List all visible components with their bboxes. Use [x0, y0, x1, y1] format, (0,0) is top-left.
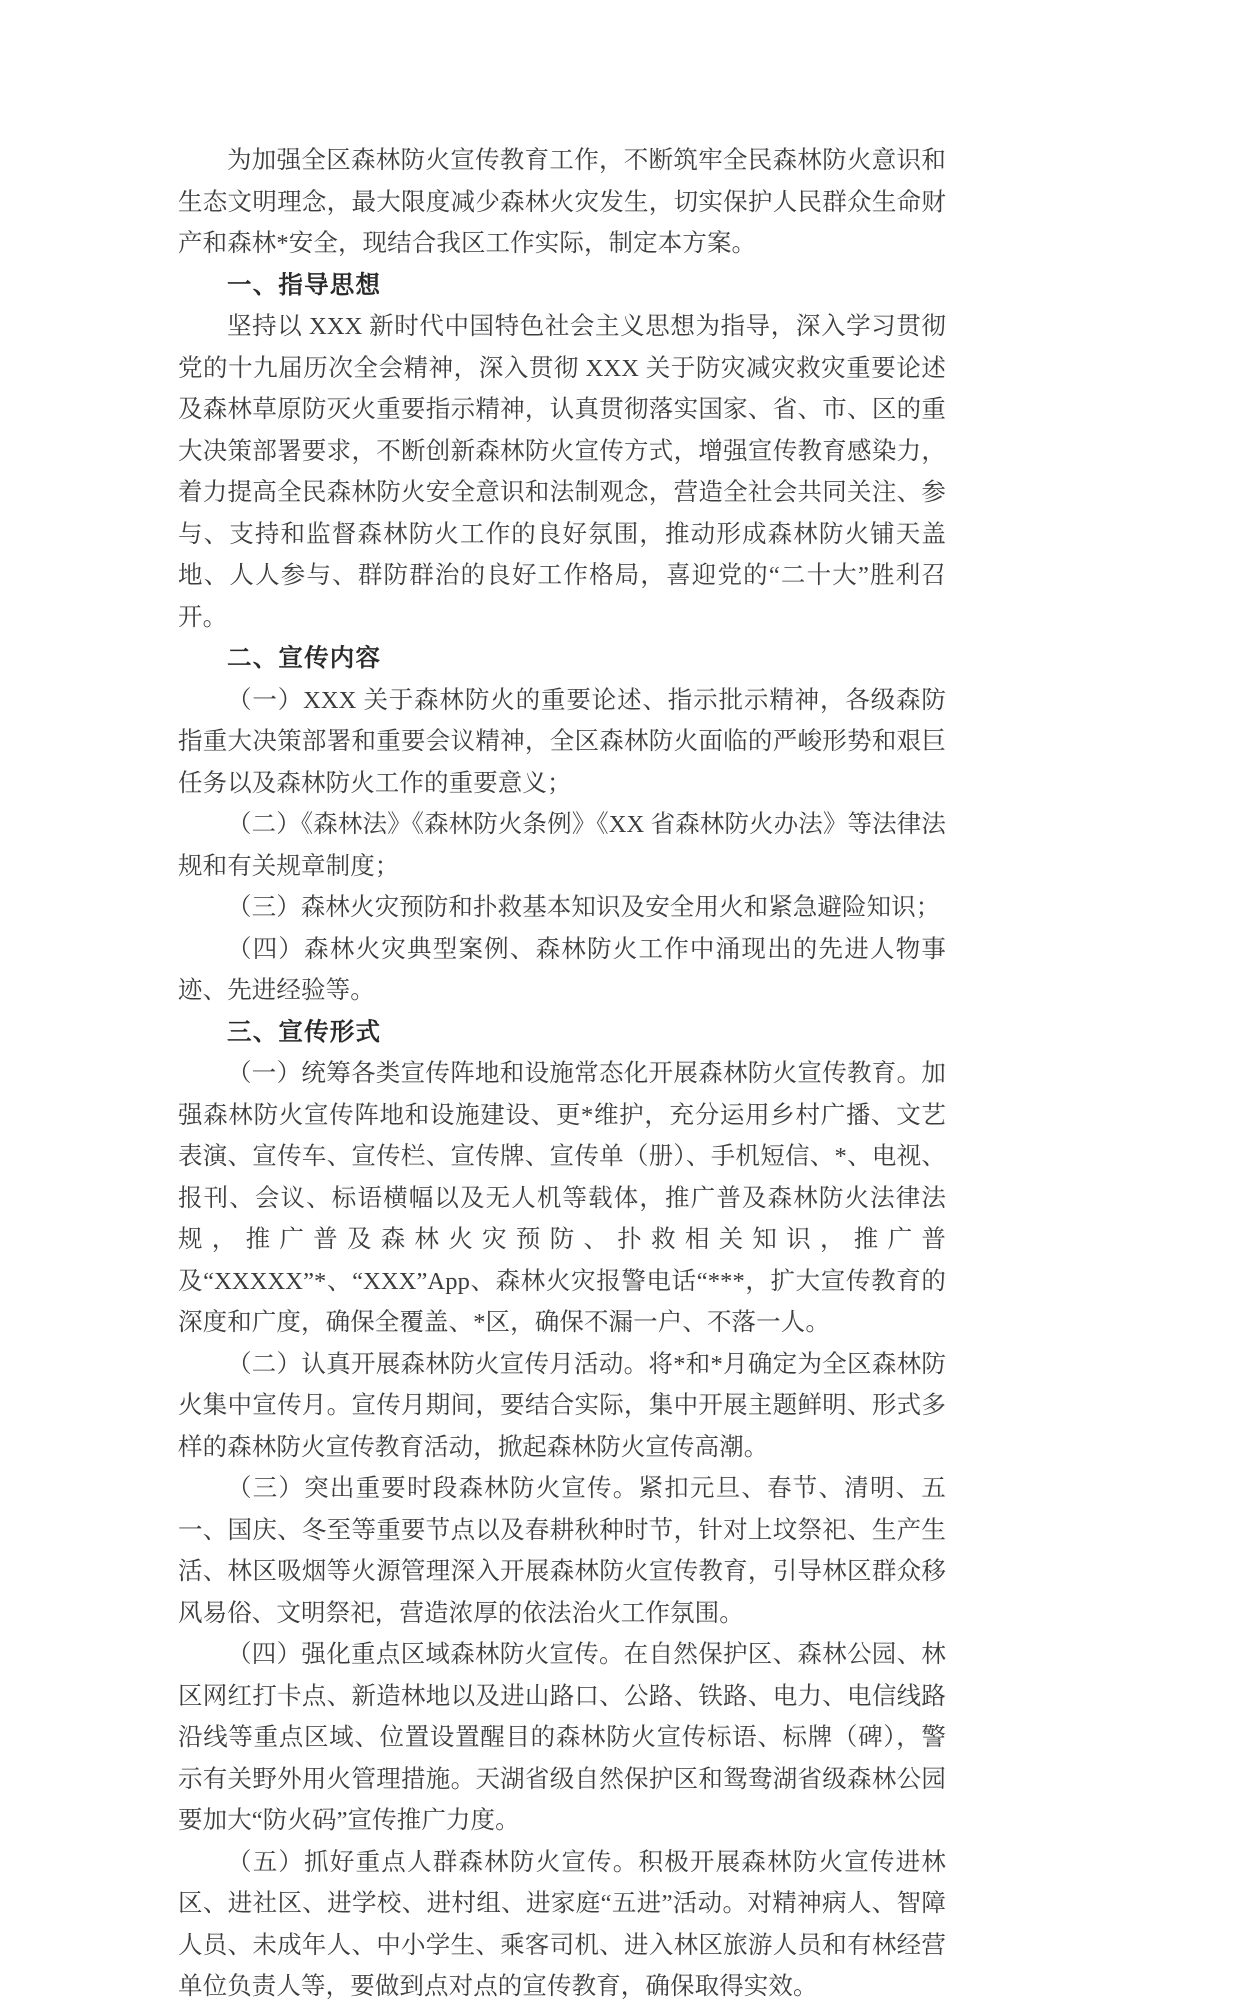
paragraph-form-item-2: （二）认真开展森林防火宣传月活动。将*和*月确定为全区森林防火集中宣传月。宣传月期间，要结合实际，集中开展主题鲜明、形式多样的森林防火宣传教育活动，掀起森林防火宣传高潮。: [178, 1350, 946, 1461]
paragraph-intro: 为加强全区森林防火宣传教育工作，不断筑牢全民森林防火意识和生态文明理念，最大限度减少森林火灾发生，切实保护人民群众生命财产和森林*安全，现结合我区工作实际，制定本方案。: [178, 147, 946, 257]
paragraph-form-item-4: （四）强化重点区域森林防火宣传。在自然保护区、森林公园、林区网红打卡点、新造林地以及进山路口、公路、铁路、电力、电信线路沿线等重点区域、位置设置醒目的森林防火宣传标语、标牌（碑），警示有关野外用火管理措施。天湖省级自然保护区和鸳鸯湖省级森林公园要加大“防火码”宣传推广力度。: [178, 1641, 946, 1834]
document-body: [178, 140, 946, 2008]
paragraph-guiding-thought-body: 坚持以 XXX 新时代中国特色社会主义思想为指导，深入学习贯彻党的十九届历次全会精神，深入贯彻 XXX 关于防灾减灾救灾重要论述及森林草原防灭火重要指示精神，认真贯彻落实国家、省、市、区的重大决策部署要求，不断创新森林防火宣传方式，增强宣传教育感染力，着力提高全民森林防火安全意识和法制观念，营造全社会共同关注、参与、支持和监督森林防火工作的良好氛围，推动形成森林防火铺天盖地、人人参与、群防群治的良好工作格局，喜迎党的“二十大”胜利召开。: [178, 313, 946, 631]
section-heading-publicity-content: 二、宣传内容: [227, 645, 382, 672]
paragraph-content-item-3: （三）森林火灾预防和扑救基本知识及安全用火和紧急避险知识；: [227, 894, 941, 921]
section-heading-guiding-thought: 一、指导思想: [227, 271, 382, 299]
paragraph-content-item-4: （四）森林火灾典型案例、森林防火工作中涌现出的先进人物事迹、先进经验等。: [178, 935, 946, 1004]
paragraph-form-item-3: （三）突出重要时段森林防火宣传。紧扣元旦、春节、清明、五一、国庆、冬至等重要节点以及春耕秋种时节，针对上坟祭祀、生产生活、林区吸烟等火源管理深入开展森林防火宣传教育，引导林区群众移风易俗、文明祭祀，营造浓厚的依法治火工作氛围。: [178, 1475, 946, 1627]
paragraph-content-item-1: （一）XXX 关于森林防火的重要论述、指示批示精神，各级森防指重大决策部署和重要会议精神，全区森林防火面临的严峻形势和艰巨任务以及森林防火工作的重要意义；: [178, 686, 946, 797]
paragraph-form-item-5: （五）抓好重点人群森林防火宣传。积极开展森林防火宣传进林区、进社区、进学校、进村组、进家庭“五进”活动。对精神病人、智障人员、未成年人、中小学生、乘客司机、进入林区旅游人员和有林经营单位负责人等，要做到点对点的宣传教育，确保取得实效。: [178, 1848, 946, 2000]
section-heading-publicity-form: 三、宣传形式: [227, 1018, 382, 1046]
paragraph-form-item-1: （一）统筹各类宣传阵地和设施常态化开展森林防火宣传教育。加强森林防火宣传阵地和设施建设、更*维护，充分运用乡村广播、文艺表演、宣传车、宣传栏、宣传牌、宣传单（册）、手机短信、*、电视、报刊、会议、标语横幅以及无人机等载体，推广普及森林防火法律法规，推广普及森林火灾预防、扑救相关知识，推广普及“XXXXX”*、“XXX”App、森林火灾报警电话“***，扩大宣传教育的深度和广度，确保全覆盖、*区，确保不漏一户、不落一人。: [178, 1060, 946, 1336]
paragraph-content-item-2: （二）《森林法》《森林防火条例》《XX 省森林防火办法》等法律法规和有关规章制度；: [178, 811, 946, 880]
